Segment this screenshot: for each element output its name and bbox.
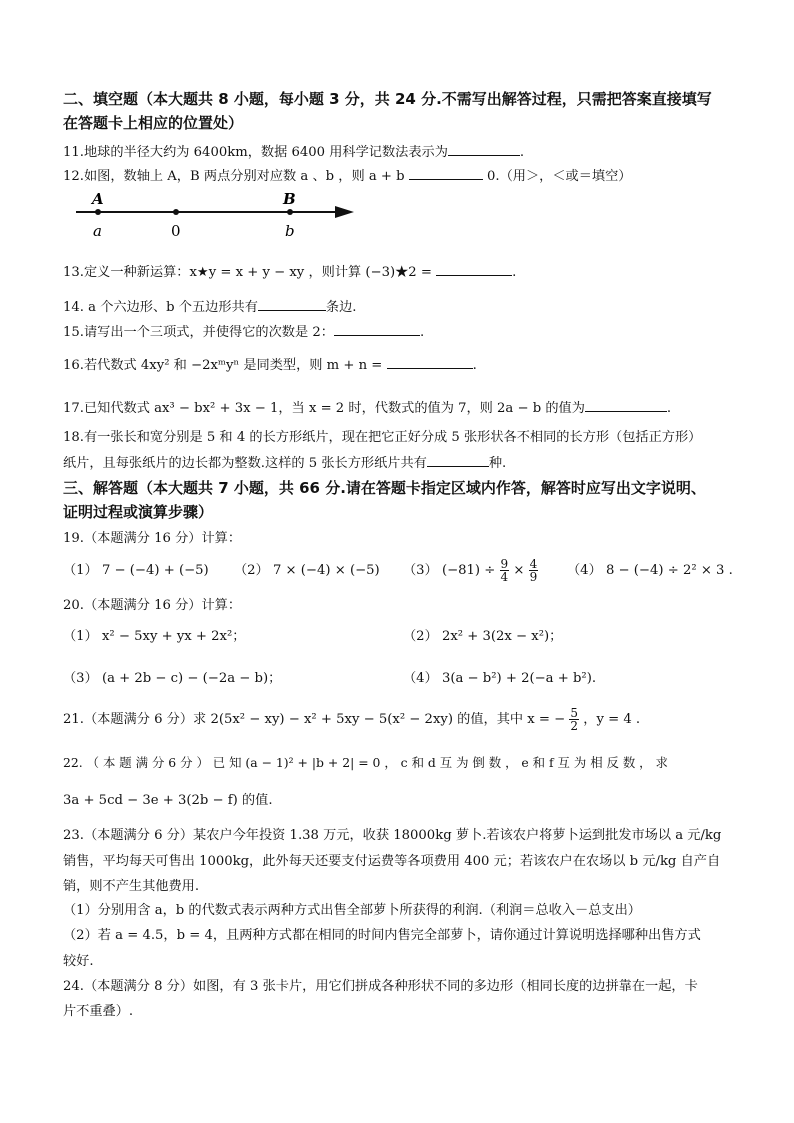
question-17-text: 17.已知代数式 ax³ − bx² + 3x − 1，当 x = 2 时，代数式的值为 7，则 2a − b 的值为 — [63, 401, 585, 416]
question-19-part3: （3） (−81) ÷ $\frac{9}{4}$ × $\frac{4}{9}$ — [403, 557, 538, 584]
question-18-line2 — [63, 452, 734, 473]
section3-heading-line1: 三、解答题（本大题共 7 小题，共 66 分.请在答题卡指定区域内作答，解答时应写出文字说明、 — [63, 479, 706, 497]
question-17: 17.已知代数式 ax³ − bx² + 3x − 1，当 x = 2 时，代数式的值为 7，则 2a − b 的值为 . — [63, 397, 734, 418]
question-13: 13.定义一种新运算：x★y = x + y − xy ，则计算 (−3)★2 = . — [63, 261, 734, 282]
question-23-part2-line2: 较好. — [63, 954, 94, 969]
point-zero — [173, 209, 179, 215]
question-18-line1: 18.有一张长和宽分别是 5 和 4 的长方形纸片，现在把它正好分成 5 张形状各不相同的长方形（包括正方形） — [63, 430, 702, 445]
answer-blank — [585, 397, 667, 412]
question-11: 11.地球的半径大约为 6400km，数据 6400 用科学记数法表示为 . — [63, 141, 734, 162]
label-b: b — [285, 222, 295, 240]
question-18-text: 纸片，且每张纸片的边长都为整数.这样的 5 张长方形纸片共有 — [63, 456, 427, 471]
number-line-figure — [70, 188, 370, 248]
question-14-text: 14. a 个六边形、b 个五边形共有 — [63, 300, 258, 315]
label-a: a — [93, 222, 102, 240]
section3-heading-line2: 证明过程或演算步骤） — [63, 503, 214, 521]
answer-blank — [409, 165, 483, 180]
question-22-line2: 3a + 5cd − 3e + 3(2b − f) 的值. — [63, 793, 273, 808]
question-18-suffix: 种. — [488, 456, 507, 471]
section2-heading-line2: 在答题卡上相应的位置处） — [63, 114, 244, 132]
question-19-part1: （1） 7 − (−4) + (−5) — [63, 563, 209, 578]
question-21-suffix: ，y = 4 . — [583, 712, 641, 727]
answer-blank — [436, 261, 512, 276]
question-19-part2: （2） 7 × (−4) × (−5) — [234, 563, 380, 578]
question-21-text: 21.（本题满分 6 分）求 2(5x² − xy) − x² + 5xy − 5(x² − 2xy) 的值，其中 x = − — [63, 712, 566, 727]
question-20-part3: （3） (a + 2b − c) − (−2a − b)； — [63, 671, 282, 686]
label-zero: 0 — [171, 222, 181, 240]
question-14 — [63, 296, 734, 317]
point-b — [287, 209, 293, 215]
question-20-part4: （4） 3(a − b²) + 2(−a + b²). — [403, 671, 597, 686]
question-23-part2-line1: （2）若 a = 4.5，b = 4，且两种方式都在相同的时间内售完全部萝卜，请你通过计算说明选择哪种出售方式 — [63, 928, 701, 943]
point-a — [95, 209, 101, 215]
answer-blank — [427, 452, 489, 467]
section2-heading-line1: 二、填空题（本大题共 8 小题，每小题 3 分，共 24 分.不需写出解答过程，只需把答案直接填写 — [63, 90, 712, 108]
question-12 — [63, 165, 734, 186]
question-23-line1: 23.（本题满分 6 分）某农户今年投资 1.38 万元，收获 18000kg 萝卜.若该农户将萝卜运到批发市场以 a 元/kg — [63, 828, 722, 843]
question-13-text: 13.定义一种新运算：x★y = x + y − xy ，则计算 (−3)★2 = — [63, 265, 432, 280]
question-19-part4: （4） 8 − (−4) ÷ 2² × 3 . — [567, 563, 733, 578]
question-16: 16.若代数式 4xy² 和 −2xᵐyⁿ 是同类型，则 m + n = . — [63, 354, 734, 375]
question-16-text: 16.若代数式 4xy² 和 −2xᵐyⁿ 是同类型，则 m + n = — [63, 358, 383, 373]
question-12-suffix: 0.（用＞，＜或＝填空） — [486, 169, 632, 184]
question-15-text: 15.请写出一个三项式，并使得它的次数是 2： — [63, 325, 334, 340]
question-23-line3: 销，则不产生其他费用. — [63, 879, 200, 894]
question-15: 15.请写出一个三项式，并使得它的次数是 2： . — [63, 321, 734, 342]
label-B: B — [283, 190, 296, 208]
question-20-title: 20.（本题满分 16 分）计算： — [63, 598, 242, 613]
question-14-suffix: 条边. — [325, 300, 357, 315]
fraction-9-4: $\frac{9}{4}$ — [500, 557, 509, 584]
question-20-part1: （1） x² − 5xy + yx + 2x²； — [63, 629, 246, 644]
question-24-line1: 24.（本题满分 8 分）如图，有 3 张卡片，用它们拼成各种形状不同的多边形（相同长度的边拼靠在一起，卡 — [63, 979, 698, 994]
answer-blank — [334, 321, 420, 336]
question-19-title: 19.（本题满分 16 分）计算： — [63, 531, 242, 546]
answer-blank — [448, 141, 520, 156]
question-23-part1: （1）分别用含 a，b 的代数式表示两种方式出售全部萝卜所获得的利润.（利润＝总收入－总支出） — [63, 903, 641, 918]
axis-arrow-icon — [335, 206, 354, 218]
answer-blank — [258, 296, 326, 311]
question-12-text: 12.如图，数轴上 A，B 两点分别对应数 a 、b ，则 a + b — [63, 169, 405, 184]
question-21 — [63, 707, 734, 732]
question-24-line2: 片不重叠）. — [63, 1004, 134, 1019]
question-11-text: 11.地球的半径大约为 6400km，数据 6400 用科学记数法表示为 — [63, 145, 448, 160]
label-A: A — [92, 190, 104, 208]
question-20-part2: （2） 2x² + 3(2x − x²)； — [403, 629, 563, 644]
fraction-5-2: $\frac{5}{2}$ — [570, 706, 579, 733]
answer-blank — [387, 354, 473, 369]
question-23-line2: 销售，平均每天可售出 1000kg，此外每天还要支付运费等各项费用 400 元；若该农户在农场以 b 元/kg 自产自 — [63, 854, 721, 869]
question-19-part3-text: （3） (−81) ÷ — [403, 563, 496, 578]
question-22-line1: 22. （ 本 题 满 分 6 分 ） 已 知 (a − 1)² + |b + 2| = 0 ， c 和 d 互 为 倒 数 ， e 和 f 互 为 相 反 数 ， 求 — [63, 755, 668, 770]
fraction-4-9: $\frac{4}{9}$ — [529, 557, 538, 584]
